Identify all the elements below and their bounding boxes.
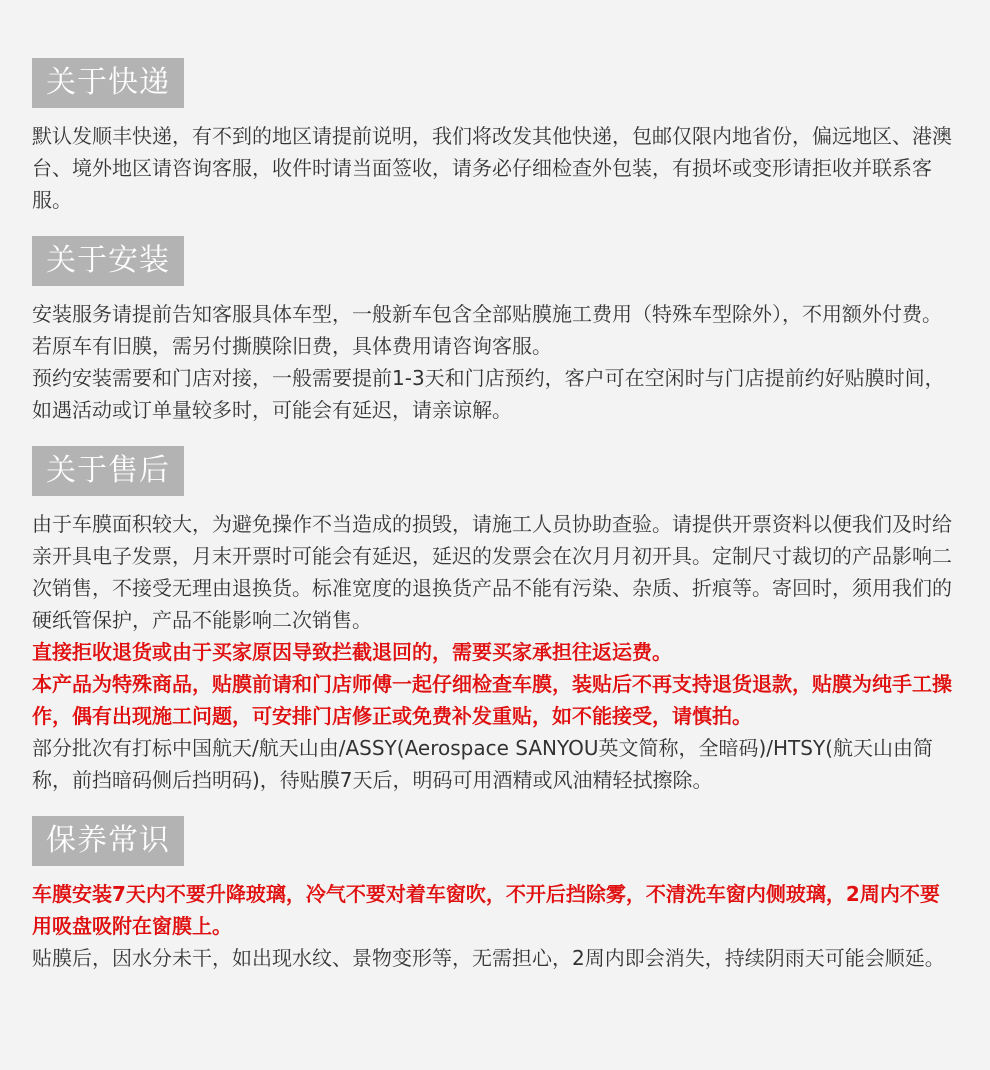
- section-maintenance: [32, 816, 958, 974]
- section-after-sales: [32, 446, 958, 796]
- warning-paragraph: 直接拒收退货或由于买家原因导致拦截退回的，需要买家承担往返运费。: [32, 640, 672, 664]
- paragraph: 预约安装需要和门店对接，一般需要提前1-3天和门店预约，客户可在空闲时与门店提前约好贴膜时间，如遇活动或订单量较多时，可能会有延迟，请亲谅解。: [32, 366, 945, 422]
- paragraph: 部分批次有打标中国航天/航天山由/ASSY(Aerospace SANYOU英文简称，全暗码)/HTSY(航天山由简称，前挡暗码侧后挡明码)，待贴膜7天后，明码可用酒精或风油精轻拭擦除。: [32, 736, 933, 792]
- section-title-installation: 关于安装: [32, 236, 184, 286]
- paragraph: 贴膜后，因水分未干，如出现水纹、景物变形等，无需担心，2周内即会消失，持续阴雨天可能会顺延。: [32, 946, 945, 970]
- paragraph: 安装服务请提前告知客服具体车型，一般新车包含全部贴膜施工费用（特殊车型除外），不用额外付费。若原车有旧膜，需另付撕膜除旧费，具体费用请咨询客服。: [32, 302, 942, 358]
- section-installation: [32, 236, 958, 426]
- warning-paragraph: 本产品为特殊商品，贴膜前请和门店师傅一起仔细检查车膜，装贴后不再支持退货退款，贴膜为纯手工操作，偶有出现施工问题，可安排门店修正或免费补发重贴，如不能接受，请慎拍。: [32, 672, 952, 728]
- section-delivery: [32, 58, 958, 216]
- section-title-maintenance: 保养常识: [32, 816, 184, 866]
- section-title-after-sales: 关于售后: [32, 446, 184, 496]
- paragraph: 默认发顺丰快递，有不到的地区请提前说明，我们将改发其他快递，包邮仅限内地省份，偏远地区、港澳台、境外地区请咨询客服，收件时请当面签收，请务必仔细检查外包装，有损坏或变形请拒收并联系客服。: [32, 124, 952, 212]
- section-title-delivery: 关于快递: [32, 58, 184, 108]
- warning-paragraph: 车膜安装7天内不要升降玻璃，冷气不要对着车窗吹，不开后挡除雾，不清洗车窗内侧玻璃，2周内不要用吸盘吸附在窗膜上。: [32, 882, 940, 938]
- paragraph: 由于车膜面积较大，为避免操作不当造成的损毁，请施工人员协助查验。请提供开票资料以便我们及时给亲开具电子发票，月末开票时可能会有延迟，延迟的发票会在次月月初开具。定制尺寸裁切的产品影响二次销售，不接受无理由退换货。标准宽度的退换货产品不能有污染、杂质、折痕等。寄回时，须用我们的硬纸管保护，产品不能影响二次销售。: [32, 512, 952, 632]
